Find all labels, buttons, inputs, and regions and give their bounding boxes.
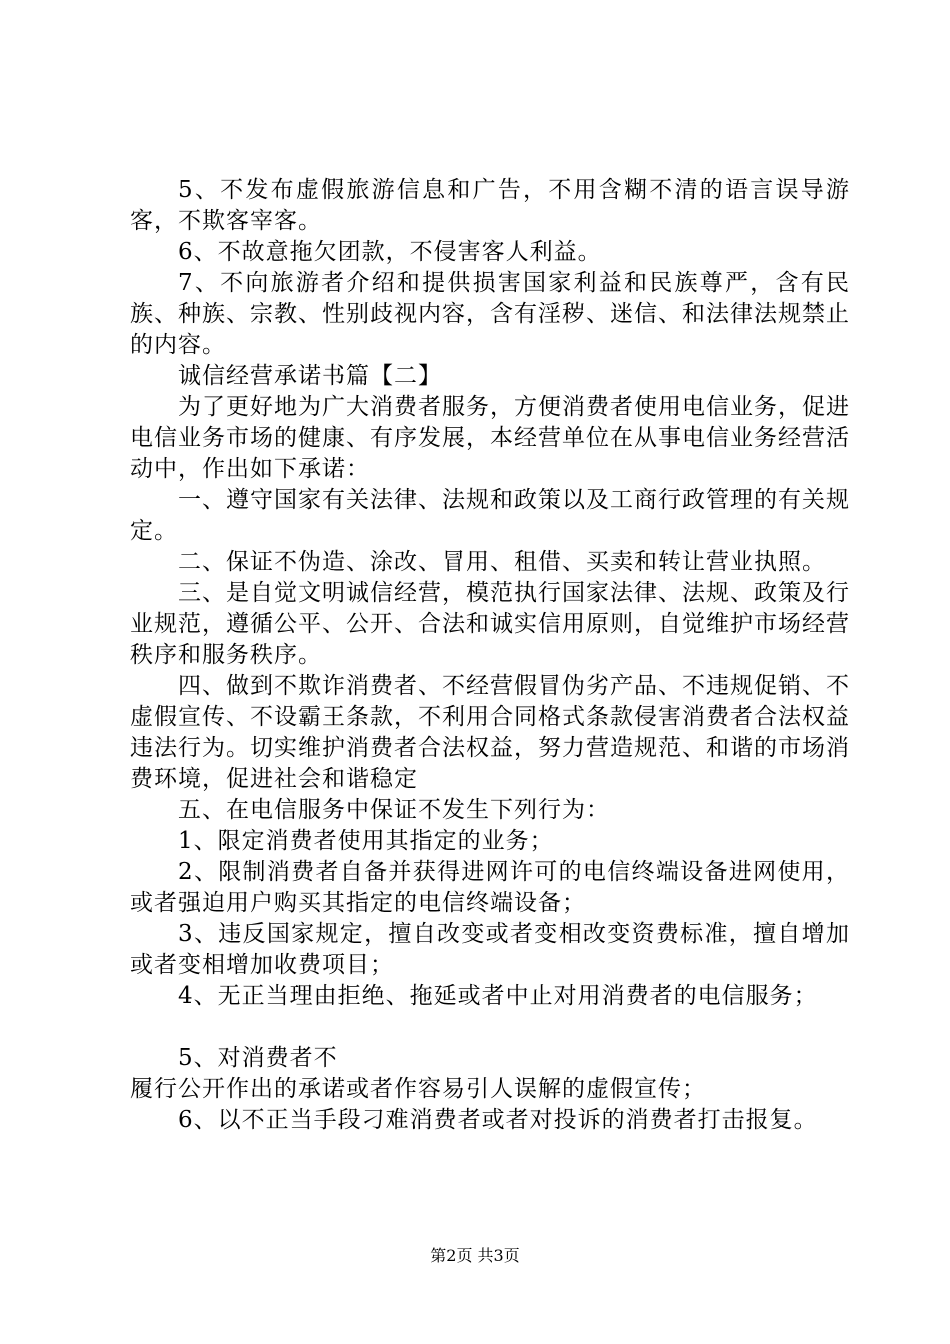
behavior-item-3: 3、违反国家规定，擅自改变或者变相改变资费标准，擅自增加或者变相增加收费项目； <box>130 921 850 978</box>
paragraph-item-5: 5、不发布虚假旅游信息和广告，不用含糊不清的语言误导游客，不欺客宰客。 <box>130 177 850 234</box>
paragraph-item-6: 6、不故意拖欠团款，不侵害客人利益。 <box>178 239 602 265</box>
behavior-item-6: 6、以不正当手段刁难消费者或者对投诉的消费者打击报复。 <box>178 1107 818 1133</box>
paragraph-item-7: 7、不向旅游者介绍和提供损害国家利益和民族尊严，含有民族、种族、宗教、性别歧视内容，含有淫秽、迷信、和法律法规禁止的内容。 <box>130 270 850 358</box>
behavior-item-4: 4、无正当理由拒绝、拖延或者中止对用消费者的电信服务； <box>178 983 818 1009</box>
behavior-item-5-start: 5、对消费者不 <box>178 1045 338 1071</box>
page-footer: 第2页 共3页 <box>430 1246 520 1265</box>
commitment-two: 二、保证不伪造、涂改、冒用、租借、买卖和转让营业执照。 <box>178 549 826 575</box>
commitment-five: 五、在电信服务中保证不发生下列行为： <box>178 797 610 823</box>
behavior-item-1: 1、限定消费者使用其指定的业务； <box>178 828 554 854</box>
behavior-item-5-continued: 履行公开作出的承诺或者作容易引人误解的虚假宣传； <box>130 1076 706 1102</box>
blank-line <box>130 1012 850 1043</box>
section-title: 诚信经营承诺书篇【二】 <box>178 363 442 389</box>
document-body <box>130 175 850 1136</box>
commitment-three: 三、是自觉文明诚信经营，模范执行国家法律、法规、政策及行业规范，遵循公平、公开、合法和诚实信用原则，自觉维护市场经营秩序和服务秩序。 <box>130 580 850 668</box>
commitment-one: 一、遵守国家有关法律、法规和政策以及工商行政管理的有关规定。 <box>130 487 850 544</box>
commitment-four: 四、做到不欺诈消费者、不经营假冒伪劣产品、不违规促销、不虚假宣传、不设霸王条款，不利用合同格式条款侵害消费者合法权益违法行为。切实维护消费者合法权益，努力营造规范、和谐的市场消费环境，促进社会和谐稳定 <box>130 673 850 792</box>
behavior-item-2: 2、限制消费者自备并获得进网许可的电信终端设备进网使用，或者强迫用户购买其指定的电信终端设备； <box>130 859 850 916</box>
intro-paragraph: 为了更好地为广大消费者服务，方便消费者使用电信业务，促进电信业务市场的健康、有序发展，本经营单位在从事电信业务经营活动中，作出如下承诺： <box>130 394 850 482</box>
